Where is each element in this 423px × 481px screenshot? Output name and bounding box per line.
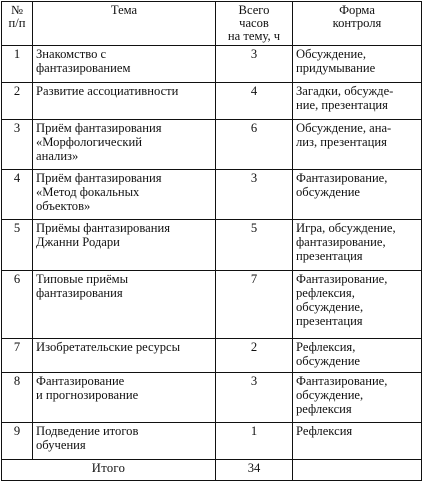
- topic-line: «Морфологический: [36, 135, 142, 149]
- row-hours: 3: [216, 46, 293, 83]
- row-number: 9: [2, 423, 33, 460]
- topic-line: Изобретательские ресурсы: [36, 340, 181, 354]
- form-line: презентация: [296, 249, 363, 263]
- row-topic: [33, 423, 216, 460]
- table-row: [2, 170, 422, 220]
- topic-line: и прогнозирование: [36, 388, 139, 402]
- total-label: Итого: [2, 460, 216, 481]
- form-line: рефлексия: [296, 402, 352, 416]
- form-line: обсуждение,: [296, 300, 364, 314]
- topic-line: Приём фантазирования: [36, 121, 162, 135]
- row-topic: [33, 170, 216, 220]
- row-topic: [33, 120, 216, 170]
- form-line: Обсуждение,: [296, 47, 366, 61]
- topic-line: фантазирования: [36, 286, 123, 300]
- topic-line: фантазированием: [36, 61, 131, 75]
- row-hours: 3: [216, 373, 293, 423]
- row-topic: [33, 373, 216, 423]
- table-row: [2, 373, 422, 423]
- row-hours: 6: [216, 120, 293, 170]
- row-number: 3: [2, 120, 33, 170]
- topic-line: Знакомство с: [36, 47, 107, 61]
- form-line: обсуждение,: [296, 388, 364, 402]
- topic-line: обучения: [36, 438, 86, 452]
- form-line: презентация: [296, 314, 363, 328]
- topic-line: Развитие ассоциативности: [36, 84, 179, 98]
- row-hours: 5: [216, 220, 293, 271]
- header-line: на тему, ч: [227, 29, 281, 43]
- row-number: 4: [2, 170, 33, 220]
- table-row: [2, 83, 422, 120]
- topic-line: «Метод фокальных: [36, 185, 140, 199]
- form-line: лиз, презентация: [296, 135, 387, 149]
- header-line: Тема: [110, 3, 138, 17]
- row-hours: 4: [216, 83, 293, 120]
- form-line: ние, презентация: [296, 98, 388, 112]
- form-line: Фантазирование,: [296, 374, 388, 388]
- total-row: [2, 460, 422, 481]
- row-control-form: [293, 220, 422, 271]
- row-hours: 1: [216, 423, 293, 460]
- row-number: 8: [2, 373, 33, 423]
- row-number: 5: [2, 220, 33, 271]
- table-row: [2, 339, 422, 373]
- table-row: [2, 120, 422, 170]
- row-control-form: [293, 271, 422, 339]
- form-line: Игра, обсуждение,: [296, 221, 396, 235]
- row-control-form: [293, 46, 422, 83]
- form-line: Рефлексия,: [296, 340, 356, 354]
- header-line: п/п: [8, 16, 26, 30]
- form-line: фантазирование,: [296, 235, 386, 249]
- row-hours: 2: [216, 339, 293, 373]
- row-control-form: [293, 339, 422, 373]
- form-line: Загадки, обсужде-: [296, 84, 394, 98]
- form-line: обсуждение: [296, 354, 361, 368]
- form-line: Фантазирование,: [296, 272, 388, 286]
- header-line: Форма: [339, 3, 375, 17]
- header-hours: [216, 2, 293, 46]
- header-line: контроля: [332, 16, 382, 30]
- table-header-row: [2, 2, 422, 46]
- form-line: рефлексия,: [296, 286, 355, 300]
- header-line: Всего: [238, 3, 270, 17]
- table-row: [2, 423, 422, 460]
- total-empty-cell: [293, 460, 422, 481]
- header-line: №: [10, 3, 24, 17]
- row-number: 6: [2, 271, 33, 339]
- form-line: придумывание: [296, 61, 376, 75]
- row-control-form: [293, 423, 422, 460]
- header-topic: [33, 2, 216, 46]
- topic-line: Джанни Родари: [36, 235, 120, 249]
- row-control-form: [293, 120, 422, 170]
- topic-line: Приёмы фантазирования: [36, 221, 170, 235]
- row-control-form: [293, 373, 422, 423]
- row-topic: [33, 83, 216, 120]
- row-topic: [33, 220, 216, 271]
- table-row: [2, 46, 422, 83]
- row-number: 1: [2, 46, 33, 83]
- form-line: Фантазирование,: [296, 171, 388, 185]
- row-hours: 7: [216, 271, 293, 339]
- row-topic: [33, 271, 216, 339]
- row-hours: 3: [216, 170, 293, 220]
- table-row: [2, 271, 422, 339]
- row-control-form: [293, 170, 422, 220]
- total-hours: 34: [216, 460, 293, 481]
- row-number: 7: [2, 339, 33, 373]
- topic-line: Типовые приёмы: [36, 272, 129, 286]
- row-number: 2: [2, 83, 33, 120]
- row-topic: [33, 339, 216, 373]
- curriculum-table: [1, 1, 422, 481]
- header-number: [2, 2, 33, 46]
- form-line: Обсуждение, ана-: [296, 121, 392, 135]
- row-topic: [33, 46, 216, 83]
- table-row: [2, 220, 422, 271]
- header-line: часов: [239, 16, 269, 30]
- topic-line: Фантазирование: [36, 374, 125, 388]
- form-line: обсуждение: [296, 185, 361, 199]
- header-control-form: [293, 2, 422, 46]
- topic-line: Приём фантазирования: [36, 171, 162, 185]
- form-line: Рефлексия: [296, 424, 353, 438]
- topic-line: Подведение итогов: [36, 424, 139, 438]
- topic-line: объектов»: [36, 199, 91, 213]
- row-control-form: [293, 83, 422, 120]
- topic-line: анализ»: [36, 149, 79, 163]
